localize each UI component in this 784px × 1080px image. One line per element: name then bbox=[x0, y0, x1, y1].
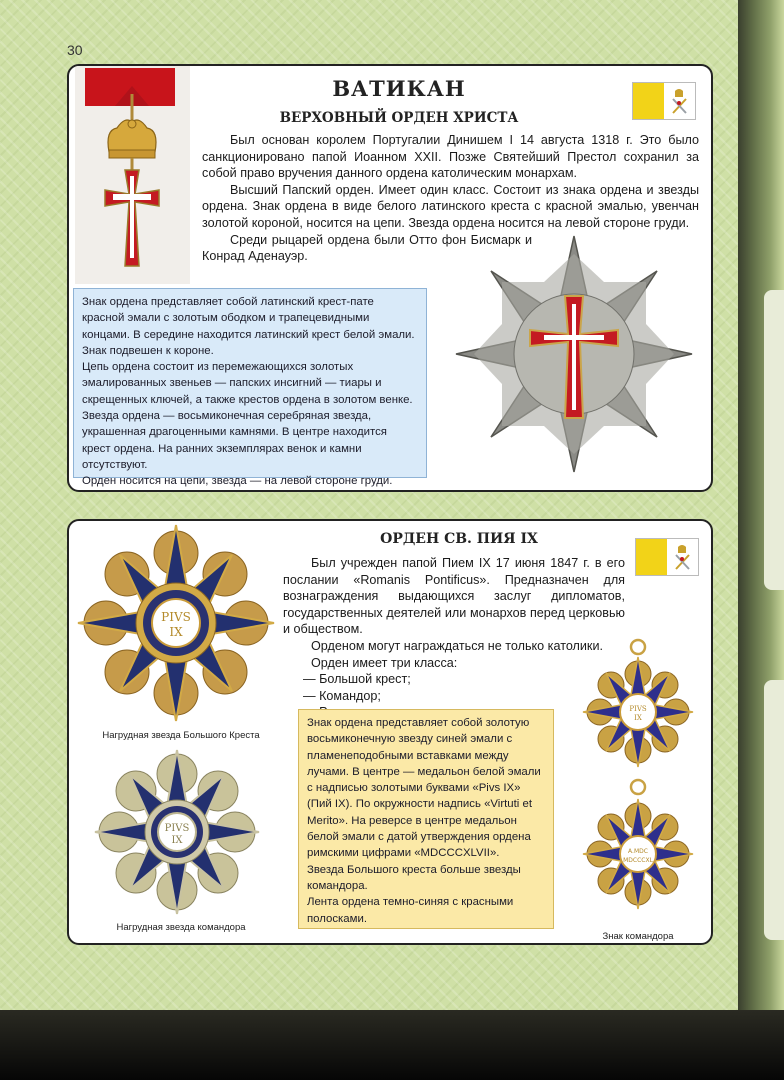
order-of-pius-panel bbox=[67, 519, 713, 945]
pius-infobox bbox=[298, 709, 554, 929]
medal-line1: PIVS bbox=[161, 610, 191, 624]
medal-line2: IX bbox=[169, 625, 183, 639]
order-of-christ-panel bbox=[67, 64, 713, 492]
badge-reverse-line1: A.MDC bbox=[628, 848, 648, 855]
paragraph: Орденом могут награждаться не только католики. bbox=[311, 638, 603, 653]
badge-photo bbox=[75, 66, 190, 284]
infobox-paragraph: Знак ордена представляет собой золотую восьмиконечную звезду синей эмали с пламенеподобными вставками между лучами. В центре — медальон белой эмали с надписью золотыми буквами «Pivs IX» (Пий IX). По окружности надпись «Virtuti et Merito». На реверсе в центре медальон белой эмали с датой утверждения ордена римскими цифрами «MDCCCXLVII». bbox=[307, 717, 541, 860]
pius-order-title: ОРДЕН СВ. ПИЯ IX bbox=[380, 531, 538, 547]
paragraph: Был учрежден папой Пием IX 17 июня 1847 г. в его послании «Romanis Pontificus». Предназначен для вознаграждения выдающихся заслуг дипломатов, государственных деятелей или монархов перед церковью и обществом. bbox=[283, 556, 625, 637]
vatican-flag bbox=[635, 538, 699, 576]
badge-reverse-line2: MDCCCXL bbox=[623, 857, 653, 864]
badge-line2: IX bbox=[634, 714, 642, 722]
pius-commander-badges bbox=[573, 637, 703, 927]
caption-commander-star: Нагрудная звезда командора bbox=[116, 922, 246, 933]
caption-grand-cross: Нагрудная звезда Большого Креста bbox=[102, 730, 260, 741]
christ-badge-with-crown bbox=[75, 66, 190, 284]
medal-line1: PIVS bbox=[164, 823, 190, 834]
christ-silver-star bbox=[444, 234, 704, 474]
paragraph: Среди рыцарей ордена были Отто фон Бисмарк и Конрад Аденауэр. bbox=[202, 232, 532, 264]
christ-infobox bbox=[73, 288, 427, 488]
infobox-paragraph: Звезда Большого креста больше звезды командора. bbox=[307, 863, 521, 892]
order-title: ВЕРХОВНЫЙ ОРДЕН ХРИСТА bbox=[279, 110, 519, 126]
book-spine bbox=[738, 0, 784, 1010]
infobox-paragraph: Знак ордена представляет собой латинский крест-пате красной эмали с золотым ободком и трапецевидными концами. В середине находится латинский крест белой эмали. Знак подвешен к короне. bbox=[82, 296, 415, 357]
pius-grand-cross-star bbox=[71, 523, 281, 723]
paragraph: Высший Папский орден. Имеет один класс. Состоит из знака ордена и звезды ордена. Знак ордена в виде белого латинского креста с красной эмалью, увенчан золотой короной, носится на цепи. Звезда ордена носится на левой стороне груди. bbox=[202, 182, 699, 230]
infobox-paragraph: Орден носится на цепи, звезда — на левой стороне груди. bbox=[82, 475, 393, 488]
caption-commander-badge: Знак командора bbox=[602, 931, 674, 942]
papal-keys-icon bbox=[667, 539, 698, 575]
page-number: 30 bbox=[67, 42, 83, 58]
country-title: ВАТИКАН bbox=[332, 76, 466, 101]
scan-shadow bbox=[0, 1010, 784, 1080]
next-page-edge bbox=[764, 290, 784, 590]
infobox-paragraph: Лента ордена темно-синяя с красными полосками. bbox=[307, 896, 514, 925]
pius-commander-star bbox=[87, 747, 267, 917]
paragraph: Был основан королем Португалии Динишем I 14 августа 1318 г. Это было санкционировано папой Иоанном XXII. Позже Святейший Престол сохранил за собой право вручения данного ордена католическим монархам. bbox=[202, 133, 699, 181]
badge-line1: PIVS bbox=[629, 705, 647, 713]
next-page-edge bbox=[764, 680, 784, 940]
papal-keys-icon bbox=[664, 83, 695, 119]
infobox-paragraph: Цепь ордена состоит из перемежающихся золотых эмалированных звеньев — папских инсигний — тиары и скрещенных ключей, а также крестов ордена в золотом венке. Звезда ордена — восьмиконечная серебряная звезда, украшенная драгоценными камнями. В центре находится крест ордена. На ранних экземплярах венок и камни отсутствуют. bbox=[82, 361, 413, 471]
medal-line2: IX bbox=[171, 835, 183, 846]
paragraph: Орден имеет три класса: bbox=[311, 655, 458, 670]
class-item: — Командор; bbox=[303, 688, 381, 703]
vatican-flag bbox=[632, 82, 696, 120]
class-item: — Большой крест; bbox=[303, 672, 411, 687]
